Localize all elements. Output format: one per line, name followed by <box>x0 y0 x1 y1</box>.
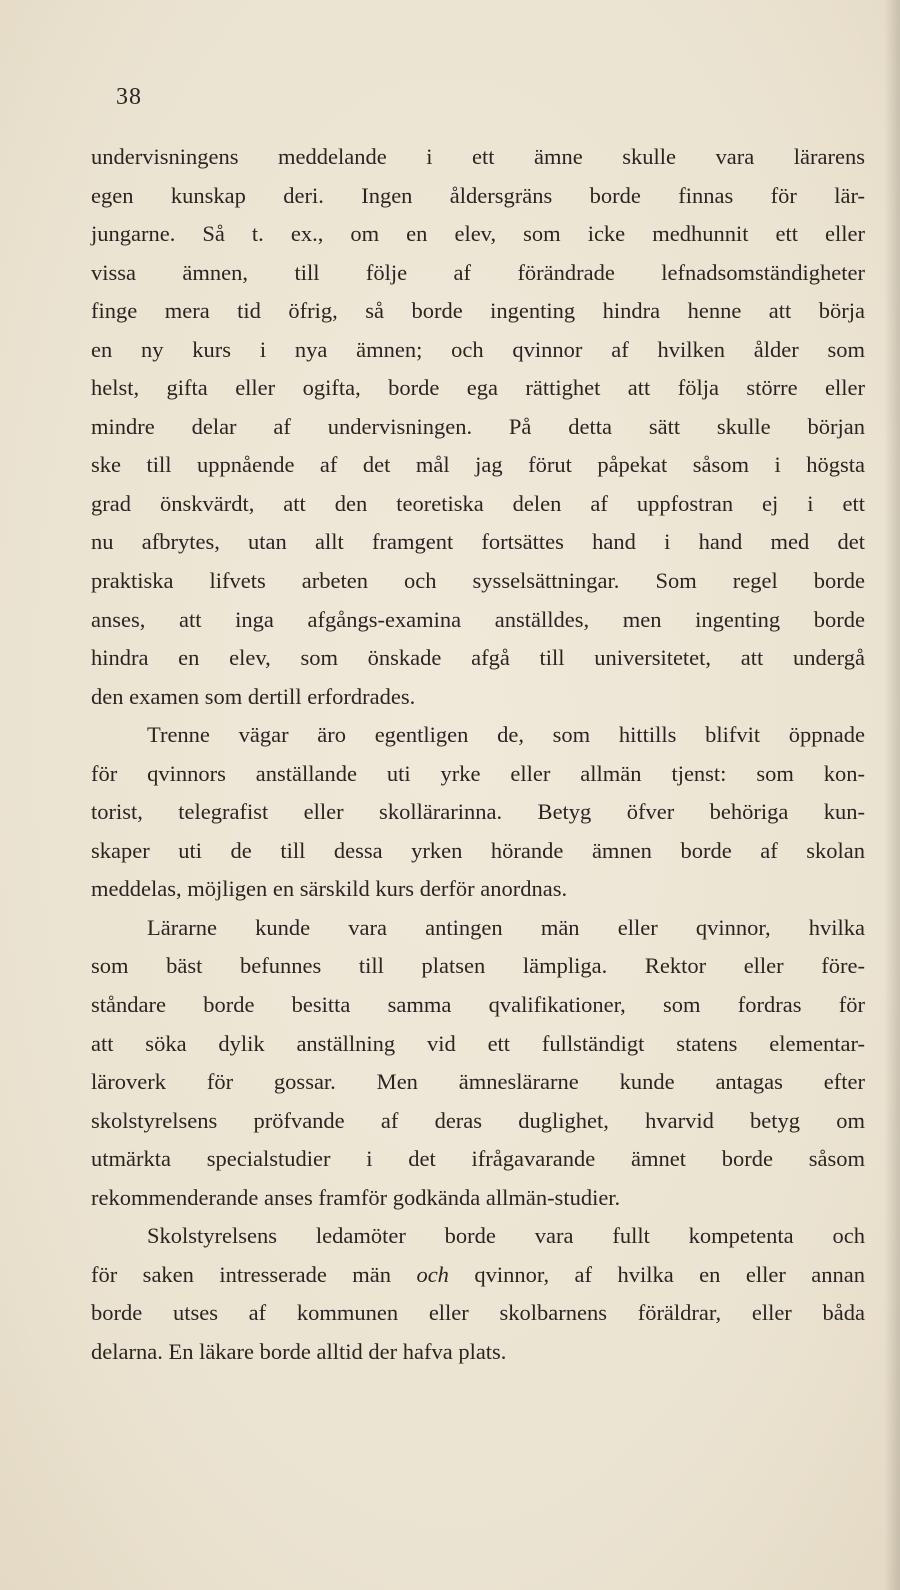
text-line-with-italic <box>91 1256 865 1295</box>
text-line: nu afbrytes, utan allt framgent fortsättes hand i hand med det <box>91 529 865 555</box>
paragraph-start-line: Lärarne kunde vara antingen män eller qvinnor, hvilka <box>147 914 865 940</box>
text-line: ske till uppnående af det mål jag förut påpekat såsom i högsta <box>91 452 865 478</box>
text-line: läroverk för gossar. Men ämneslärarne kunde antagas efter <box>91 1069 865 1095</box>
text-line: helst, gifta eller ogifta, borde ega rättighet att följa större eller <box>91 375 865 401</box>
paragraph-end-line: den examen som dertill erfordrades. <box>91 683 416 709</box>
text-line: torist, telegrafist eller skollärarinna. Betyg öfver behöriga kun- <box>91 799 865 825</box>
paragraph-end-line: meddelas, möjligen en särskild kurs derför anordnas. <box>91 876 568 902</box>
text-line: utmärkta specialstudier i det ifrågavarande ämnet borde såsom <box>91 1146 865 1172</box>
page-edge-shadow <box>884 0 900 1590</box>
italic-word: och <box>416 1261 449 1287</box>
paragraph-end-line: rekommenderande anses framför godkända allmän-studier. <box>91 1184 621 1210</box>
text-line: en ny kurs i nya ämnen; och qvinnor af hvilken ålder som <box>91 336 865 362</box>
text-line: praktiska lifvets arbeten och sysselsättningar. Som regel borde <box>91 568 865 594</box>
text-segment: för saken intresserade män <box>91 1261 417 1287</box>
text-line: finge mera tid öfrig, så borde ingenting hindra henne att börja <box>91 298 865 324</box>
text-line: hindra en elev, som önskade afgå till universitetet, att undergå <box>91 645 865 671</box>
text-line: att söka dylik anställning vid ett fullständigt statens elementar- <box>91 1030 865 1056</box>
text-segment: qvinnor, af hvilka en eller annan <box>448 1261 865 1287</box>
page-number: 38 <box>116 84 142 110</box>
paragraph-start-line: Skolstyrelsens ledamöter borde vara fullt kompetenta och <box>147 1223 865 1249</box>
text-line: borde utses af kommunen eller skolbarnens föräldrar, eller båda <box>91 1300 865 1326</box>
text-line: skaper uti de till dessa yrken hörande ämnen borde af skolan <box>91 837 865 863</box>
paragraph-start-line: Trenne vägar äro egentligen de, som hittills blifvit öppnade <box>147 722 865 748</box>
text-line: som bäst befunnes till platsen lämpliga. Rektor eller före- <box>91 953 865 979</box>
body-text <box>91 138 865 1372</box>
text-line: för qvinnors anställande uti yrke eller allmän tjenst: som kon- <box>91 760 865 786</box>
text-line: jungarne. Så t. ex., om en elev, som icke medhunnit ett eller <box>91 221 865 247</box>
text-line: mindre delar af undervisningen. På detta sätt skulle början <box>91 413 865 439</box>
text-line: vissa ämnen, till följe af förändrade lefnadsomständigheter <box>91 259 865 285</box>
text-line: grad önskvärdt, att den teoretiska delen af uppfostran ej i ett <box>91 490 865 516</box>
text-line: undervisningens meddelande i ett ämne skulle vara lärarens <box>91 144 865 169</box>
text-line: egen kunskap deri. Ingen åldersgräns borde finnas för lär- <box>91 182 865 208</box>
text-line: anses, att inga afgångs-examina anställdes, men ingenting borde <box>91 606 865 632</box>
text-line: skolstyrelsens pröfvande af deras duglighet, hvarvid betyg om <box>91 1107 865 1133</box>
paragraph-end-line: delarna. En läkare borde alltid der hafva plats. <box>91 1338 507 1364</box>
text-line: ståndare borde besitta samma qvalifikationer, som fordras för <box>91 992 865 1018</box>
